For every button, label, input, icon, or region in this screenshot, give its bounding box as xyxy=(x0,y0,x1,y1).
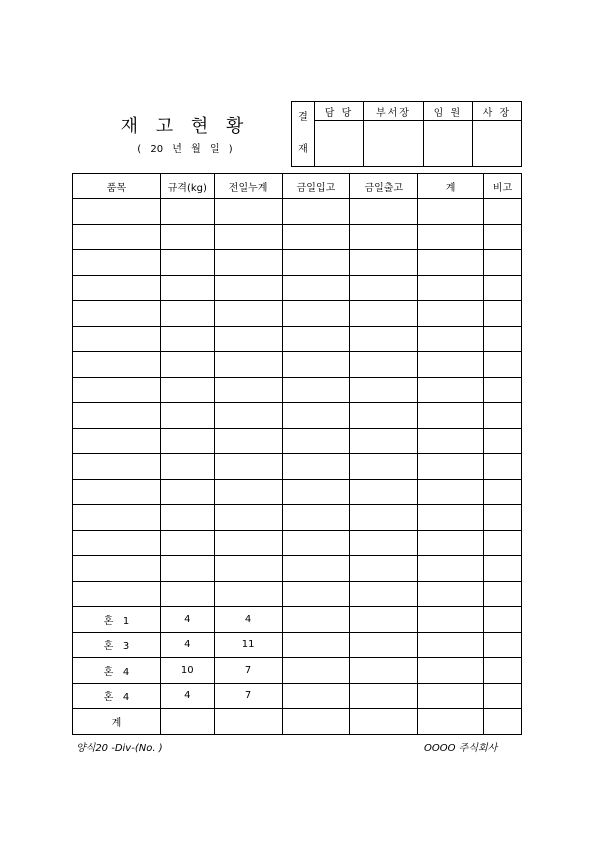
table-cell[interactable] xyxy=(350,301,418,327)
table-cell[interactable] xyxy=(160,275,214,301)
table-row xyxy=(73,632,522,658)
table-cell[interactable] xyxy=(214,454,282,480)
approval-sign-president[interactable] xyxy=(472,121,521,167)
table-cell[interactable] xyxy=(73,428,161,454)
table-row xyxy=(73,199,522,225)
approval-label-bottom: 재 xyxy=(298,144,308,155)
approval-sign-dept-head[interactable] xyxy=(364,121,424,167)
table-cell[interactable] xyxy=(418,326,484,352)
table-cell[interactable] xyxy=(418,632,484,658)
table-cell[interactable]: 혼 4 xyxy=(73,658,161,684)
table-cell[interactable] xyxy=(484,454,522,480)
table-row xyxy=(73,505,522,531)
table-cell[interactable] xyxy=(350,581,418,607)
table-cell[interactable] xyxy=(214,530,282,556)
table-cell[interactable]: 4 xyxy=(160,683,214,709)
table-cell[interactable]: 4 xyxy=(160,607,214,633)
table-cell[interactable] xyxy=(418,377,484,403)
table-row xyxy=(73,224,522,250)
table-cell[interactable]: 4 xyxy=(160,632,214,658)
table-cell[interactable] xyxy=(350,530,418,556)
table-cell[interactable] xyxy=(418,709,484,735)
table-row xyxy=(73,530,522,556)
header-total: 계 xyxy=(418,174,484,199)
approval-sign-manager[interactable] xyxy=(315,121,364,167)
table-cell[interactable] xyxy=(418,428,484,454)
approval-header-manager: 담 당 xyxy=(315,102,364,121)
table-cell[interactable] xyxy=(214,275,282,301)
table-cell[interactable]: 4 xyxy=(214,607,282,633)
table-cell[interactable] xyxy=(350,403,418,429)
table-cell[interactable] xyxy=(73,250,161,276)
table-cell[interactable] xyxy=(160,479,214,505)
table-cell[interactable] xyxy=(160,709,214,735)
table-cell[interactable] xyxy=(160,301,214,327)
table-cell[interactable] xyxy=(484,326,522,352)
table-cell[interactable] xyxy=(282,326,350,352)
table-cell[interactable] xyxy=(73,556,161,582)
table-cell[interactable] xyxy=(282,199,350,225)
table-cell[interactable] xyxy=(418,199,484,225)
total-row xyxy=(73,709,522,735)
table-cell[interactable] xyxy=(350,658,418,684)
table-cell[interactable] xyxy=(484,556,522,582)
table-cell[interactable]: 7 xyxy=(214,658,282,684)
table-cell[interactable] xyxy=(160,224,214,250)
table-cell[interactable] xyxy=(484,301,522,327)
table-cell[interactable] xyxy=(160,250,214,276)
table-cell[interactable] xyxy=(282,275,350,301)
table-cell[interactable] xyxy=(350,709,418,735)
table-cell[interactable] xyxy=(73,377,161,403)
table-cell[interactable] xyxy=(214,403,282,429)
table-cell[interactable] xyxy=(484,632,522,658)
table-cell[interactable] xyxy=(160,556,214,582)
table-cell[interactable] xyxy=(484,530,522,556)
table-cell[interactable] xyxy=(350,683,418,709)
approval-header-dept-head: 부서장 xyxy=(364,102,424,121)
document-date: ( 20 년 월 일 ) xyxy=(137,144,233,155)
table-row xyxy=(73,250,522,276)
table-cell[interactable] xyxy=(214,479,282,505)
table-cell[interactable] xyxy=(214,556,282,582)
table-cell[interactable] xyxy=(282,352,350,378)
table-cell[interactable] xyxy=(214,505,282,531)
company-name: OOOO 주식회사 xyxy=(424,743,498,754)
approval-label xyxy=(292,102,315,167)
table-row xyxy=(73,326,522,352)
header-today-in: 금일입고 xyxy=(282,174,350,199)
table-cell[interactable] xyxy=(282,403,350,429)
table-cell[interactable] xyxy=(160,428,214,454)
table-cell[interactable] xyxy=(350,377,418,403)
header-today-out: 금일출고 xyxy=(350,174,418,199)
table-body xyxy=(73,199,522,735)
table-cell[interactable] xyxy=(282,709,350,735)
table-cell[interactable] xyxy=(418,607,484,633)
table-cell[interactable]: 10 xyxy=(160,658,214,684)
approval-header-executive: 임 원 xyxy=(423,102,472,121)
table-cell[interactable] xyxy=(350,454,418,480)
table-cell[interactable] xyxy=(73,454,161,480)
table-cell[interactable] xyxy=(484,403,522,429)
table-row xyxy=(73,275,522,301)
table-cell[interactable] xyxy=(484,250,522,276)
table-cell[interactable] xyxy=(282,454,350,480)
approval-label-top: 결 xyxy=(298,112,308,123)
table-cell[interactable] xyxy=(282,479,350,505)
table-cell[interactable] xyxy=(282,683,350,709)
table-cell[interactable] xyxy=(484,479,522,505)
table-cell[interactable] xyxy=(282,658,350,684)
table-cell[interactable] xyxy=(214,377,282,403)
header-prev-total: 전일누계 xyxy=(214,174,282,199)
table-cell[interactable] xyxy=(73,275,161,301)
table-cell[interactable]: 혼 1 xyxy=(73,607,161,633)
table-cell[interactable] xyxy=(214,301,282,327)
inventory-table xyxy=(72,173,522,735)
table-cell[interactable] xyxy=(484,658,522,684)
table-row xyxy=(73,556,522,582)
table-cell[interactable] xyxy=(350,632,418,658)
table-cell[interactable] xyxy=(160,505,214,531)
approval-sign-executive[interactable] xyxy=(423,121,472,167)
table-cell[interactable] xyxy=(350,275,418,301)
table-row xyxy=(73,377,522,403)
table-cell[interactable] xyxy=(350,224,418,250)
table-cell[interactable]: 혼 3 xyxy=(73,632,161,658)
table-cell[interactable] xyxy=(484,683,522,709)
table-row xyxy=(73,454,522,480)
table-row xyxy=(73,683,522,709)
document-title: 재 고 현 황 xyxy=(120,116,250,137)
table-cell[interactable] xyxy=(484,224,522,250)
table-cell[interactable] xyxy=(350,556,418,582)
table-cell[interactable] xyxy=(418,556,484,582)
table-cell[interactable] xyxy=(160,326,214,352)
header-spec: 규격(kg) xyxy=(160,174,214,199)
table-row xyxy=(73,428,522,454)
table-cell[interactable] xyxy=(418,224,484,250)
table-cell[interactable] xyxy=(484,352,522,378)
table-cell[interactable] xyxy=(73,403,161,429)
table-cell[interactable] xyxy=(282,530,350,556)
table-cell[interactable] xyxy=(350,250,418,276)
table-cell[interactable] xyxy=(73,199,161,225)
table-cell[interactable] xyxy=(418,403,484,429)
table-row xyxy=(73,403,522,429)
approval-box xyxy=(291,101,522,167)
table-cell[interactable] xyxy=(484,275,522,301)
table-cell[interactable] xyxy=(214,250,282,276)
table-cell[interactable] xyxy=(418,454,484,480)
table-cell[interactable] xyxy=(350,199,418,225)
table-cell[interactable] xyxy=(214,352,282,378)
table-cell[interactable] xyxy=(282,301,350,327)
table-cell[interactable] xyxy=(484,199,522,225)
table-cell[interactable] xyxy=(73,530,161,556)
table-cell[interactable] xyxy=(160,199,214,225)
table-cell[interactable] xyxy=(282,224,350,250)
table-cell[interactable] xyxy=(418,250,484,276)
header-item: 품목 xyxy=(73,174,161,199)
table-cell[interactable] xyxy=(418,352,484,378)
table-cell[interactable] xyxy=(160,581,214,607)
table-cell[interactable] xyxy=(484,505,522,531)
table-cell[interactable] xyxy=(418,683,484,709)
table-cell[interactable] xyxy=(350,479,418,505)
table-cell[interactable] xyxy=(282,428,350,454)
table-row xyxy=(73,352,522,378)
table-cell[interactable] xyxy=(484,709,522,735)
table-cell[interactable] xyxy=(73,301,161,327)
table-row xyxy=(73,301,522,327)
table-cell[interactable] xyxy=(418,530,484,556)
table-cell[interactable] xyxy=(282,581,350,607)
table-cell[interactable] xyxy=(418,581,484,607)
table-cell[interactable] xyxy=(160,352,214,378)
table-cell[interactable] xyxy=(160,403,214,429)
table-cell[interactable]: 7 xyxy=(214,683,282,709)
table-cell[interactable] xyxy=(73,352,161,378)
table-cell[interactable] xyxy=(214,199,282,225)
table-cell[interactable] xyxy=(214,581,282,607)
table-cell[interactable] xyxy=(350,505,418,531)
table-row xyxy=(73,479,522,505)
table-cell[interactable] xyxy=(350,428,418,454)
table-cell[interactable] xyxy=(350,326,418,352)
table-cell[interactable] xyxy=(282,556,350,582)
table-cell[interactable] xyxy=(418,658,484,684)
table-cell[interactable] xyxy=(73,479,161,505)
table-cell[interactable] xyxy=(214,428,282,454)
table-cell[interactable] xyxy=(282,250,350,276)
table-cell[interactable] xyxy=(73,326,161,352)
table-cell[interactable]: 혼 4 xyxy=(73,683,161,709)
table-cell[interactable] xyxy=(282,377,350,403)
table-cell[interactable] xyxy=(214,709,282,735)
table-cell[interactable] xyxy=(160,377,214,403)
table-cell[interactable] xyxy=(418,275,484,301)
table-row xyxy=(73,658,522,684)
table-cell[interactable] xyxy=(282,505,350,531)
table-cell[interactable] xyxy=(350,607,418,633)
table-header-row xyxy=(73,174,522,199)
table-cell[interactable] xyxy=(160,454,214,480)
table-cell[interactable] xyxy=(73,505,161,531)
table-cell[interactable] xyxy=(484,377,522,403)
table-cell[interactable] xyxy=(350,352,418,378)
table-cell[interactable]: 11 xyxy=(214,632,282,658)
total-label: 계 xyxy=(73,709,161,735)
table-row xyxy=(73,607,522,633)
form-number: 양식20 -Div-(No. ) xyxy=(76,743,163,754)
table-cell[interactable] xyxy=(160,530,214,556)
table-cell[interactable] xyxy=(282,607,350,633)
table-cell[interactable] xyxy=(418,301,484,327)
approval-header-president: 사 장 xyxy=(472,102,521,121)
table-cell[interactable] xyxy=(214,326,282,352)
table-cell[interactable] xyxy=(282,632,350,658)
table-cell[interactable] xyxy=(73,581,161,607)
table-cell[interactable] xyxy=(484,581,522,607)
table-cell[interactable] xyxy=(484,428,522,454)
table-row xyxy=(73,581,522,607)
table-cell[interactable] xyxy=(484,607,522,633)
table-cell[interactable] xyxy=(418,479,484,505)
table-cell[interactable] xyxy=(214,224,282,250)
header-remarks: 비고 xyxy=(484,174,522,199)
table-cell[interactable] xyxy=(73,224,161,250)
table-cell[interactable] xyxy=(418,505,484,531)
